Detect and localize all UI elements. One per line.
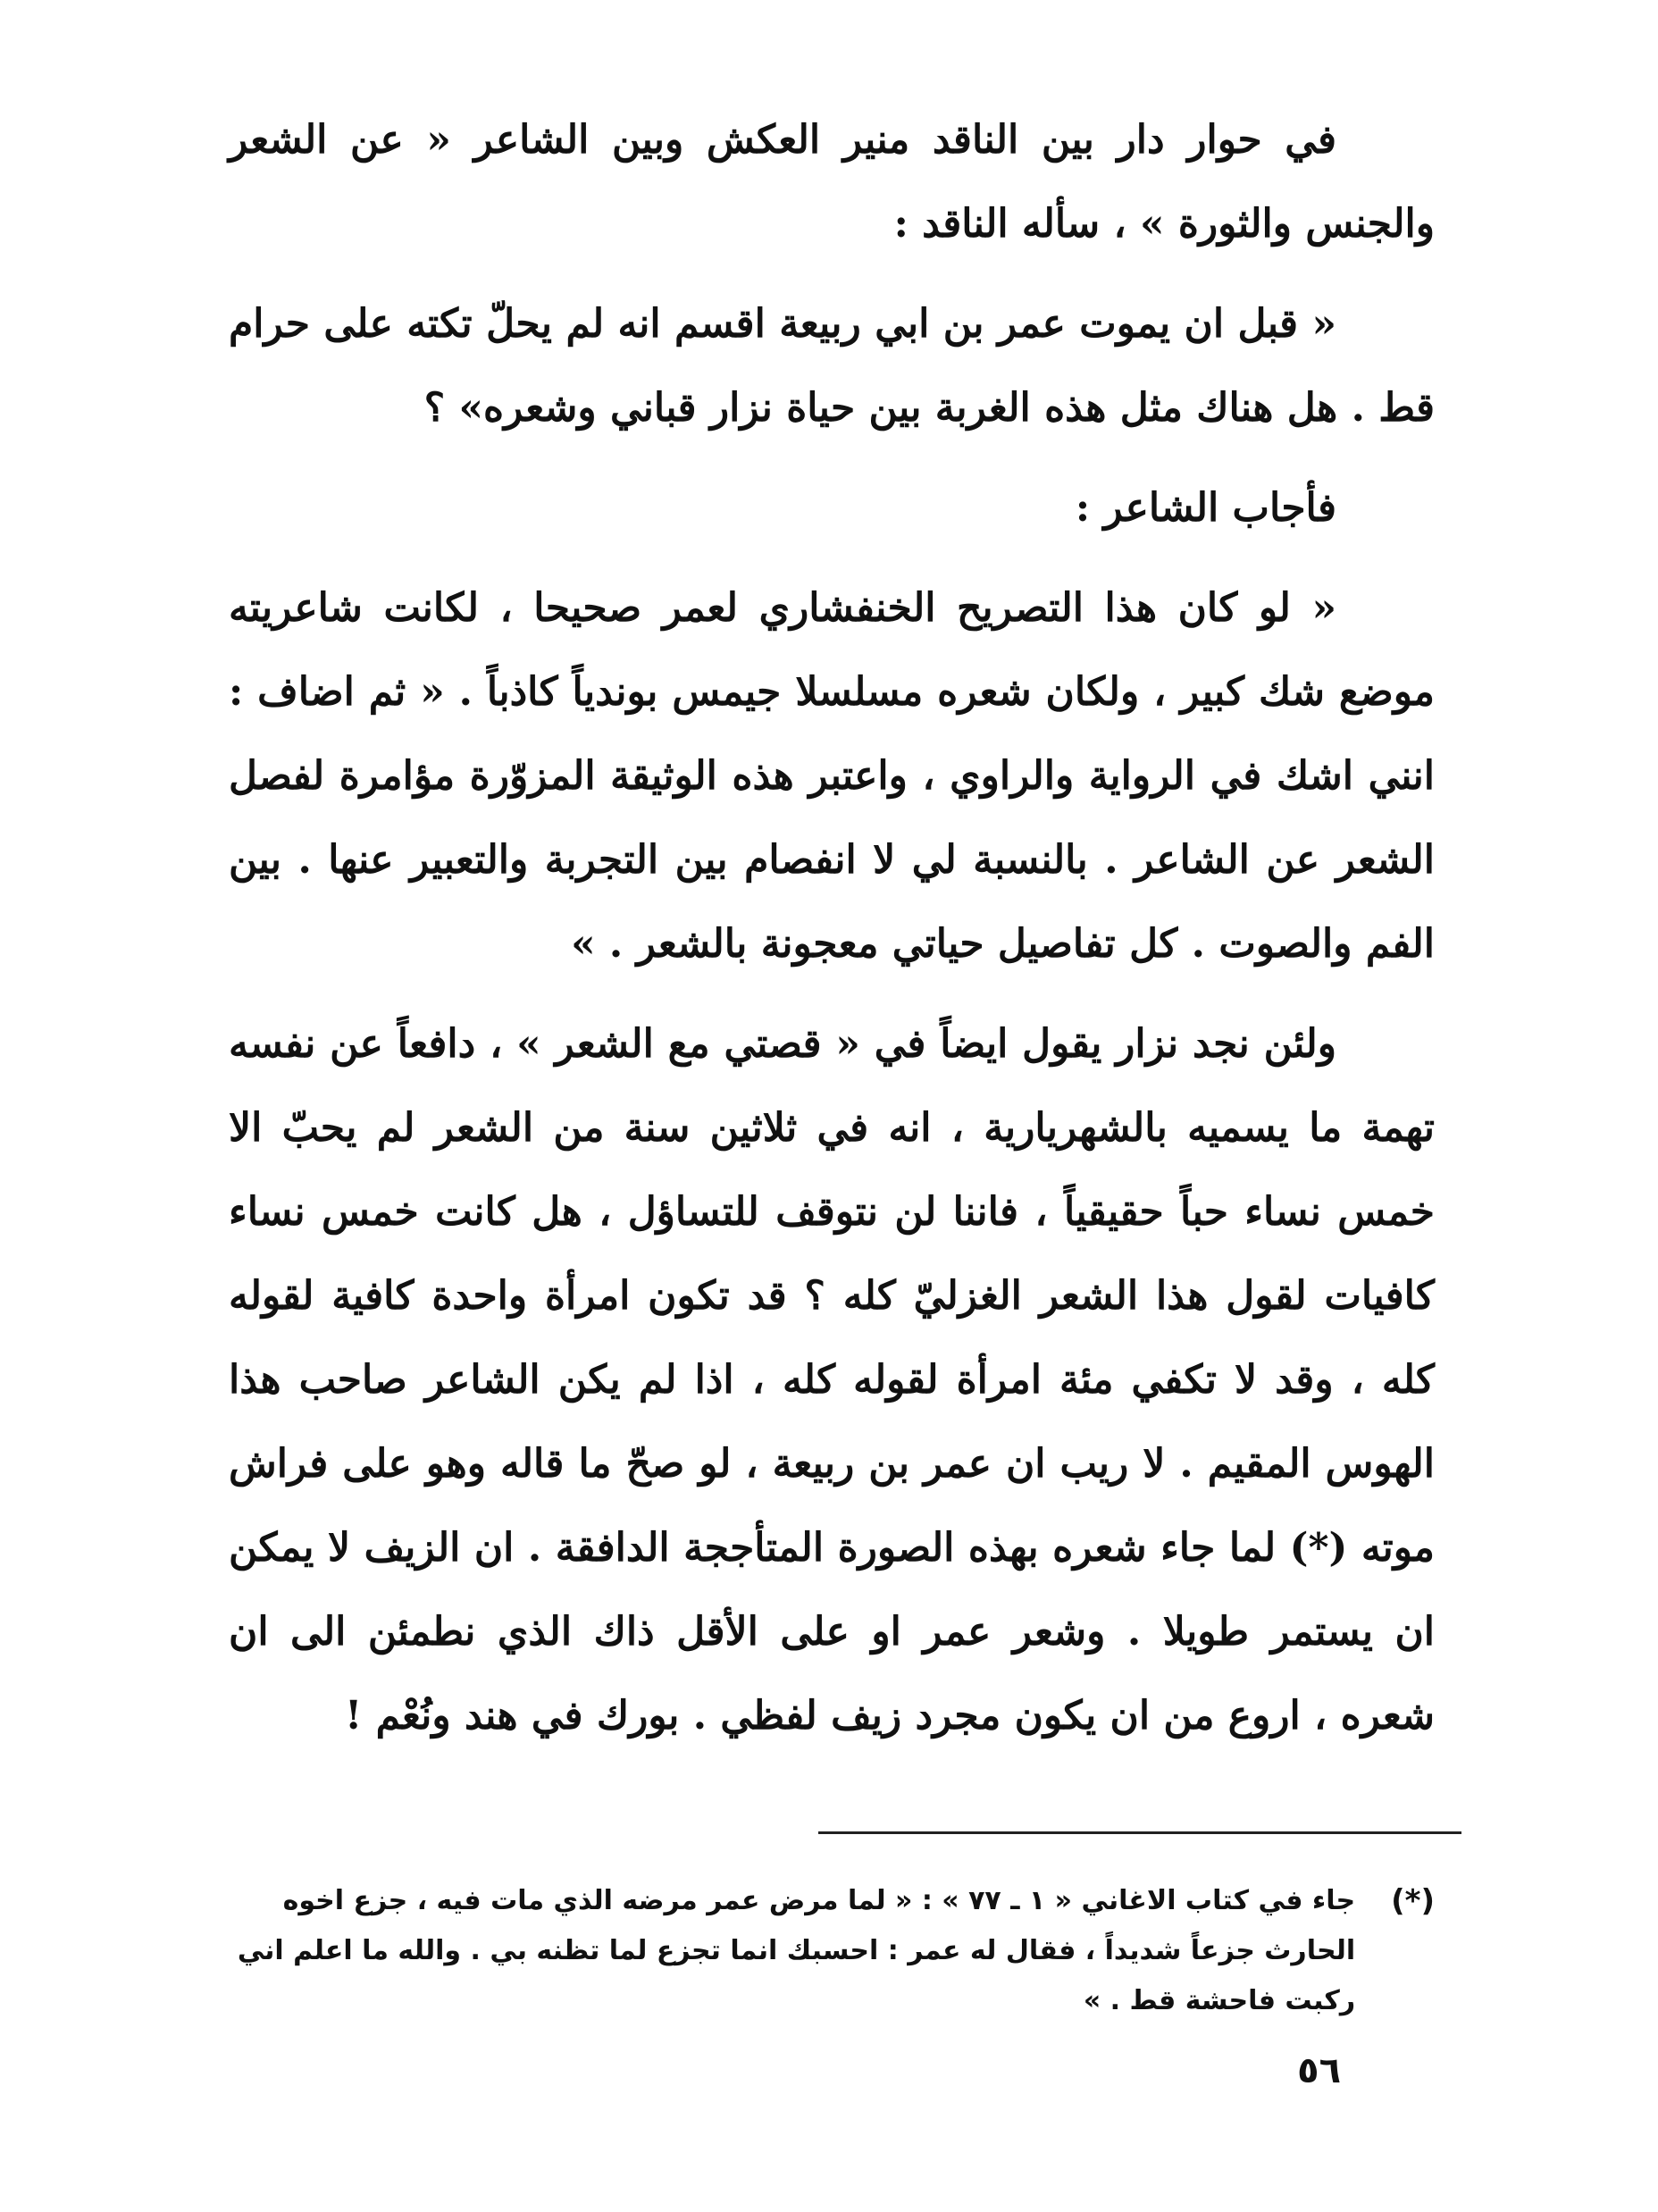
- paragraph-answer-quote: « لو كان هذا التصريح الخنفشاري لعمر صحيحا ، لكانت شاعريته موضع شك كبير ، ولكان شعره مسلسلا جيمس بوندياً كاذباً . « ثم اضاف : انني اشك في الرواية والراوي ، واعتبر هذه الوثيقة المزوّرة مؤامرة لفصل الشعر عن الشاعر . بالنسبة لي لا انفصام بين التجربة والتعبير عنها . بين الفم والصوت . كل تفاصيل حياتي معجونة بالشعر . »: [229, 585, 1435, 967]
- footnote-text: جاء في كتاب الاغاني « ١ ـ ٧٧ » : « لما مرض عمر مرضه الذي مات فيه ، جزع اخوه الحارث جزعاً شديداً ، فقال له عمر : احسبك انما تجزع لما تظنه بي . والله ما اعلم اني ركبت فاحشة قط . »: [237, 1885, 1356, 2016]
- paragraph-intro: في حوار دار بين الناقد منير العكش وبين الشاعر « عن الشعر والجنس والثورة » ، سأله الناقد :: [229, 117, 1435, 247]
- paragraph-answer-lead: فأجاب الشاعر :: [1075, 485, 1336, 531]
- paragraph-commentary: ولئن نجد نزار يقول ايضاً في « قصتي مع الشعر » ، دافعاً عن نفسه تهمة ما يسميه بالشهريارية ، انه في ثلاثين سنة من الشعر لم يحبّ الا خمس نساء حباً حقيقياً ، فاننا لن نتوقف للتساؤل ، هل كانت خمس نساء كافيات لقول هذا الشعر الغزليّ كله ؟ قد تكون امرأة واحدة كافية لقوله كله ، وقد لا تكفي مئة امرأة لقوله كله ، اذا لم يكن الشاعر صاحب هذا الهوس المقيم . لا ريب ان عمر بن ربيعة ، لو صحّ ما قاله وهو على فراش موته (*) لما جاء شعره بهذه الصورة المتأججة الدافقة . ان الزيف لا يمكن ان يستمر طويلا . وشعر عمر او على الأقل ذاك الذي نطمئن الى ان شعره ، اروع من ان يكون مجرد زيف لفظي . بورك في هند ونُعْم !: [229, 1021, 1435, 1739]
- paragraph-question: « قبل ان يموت عمر بن ابي ربيعة اقسم انه لم يحلّ تكته على حرام قط . هل هناك مثل هذه الغربة بين حياة نزار قباني وشعره» ؟: [229, 301, 1435, 431]
- page-number: ٥٦: [1297, 2050, 1341, 2091]
- footnote-divider: [818, 1831, 1461, 1834]
- footnote: [229, 1876, 1435, 2026]
- body-text: [229, 98, 1435, 1774]
- footnote-marker: (*): [1391, 1883, 1435, 1919]
